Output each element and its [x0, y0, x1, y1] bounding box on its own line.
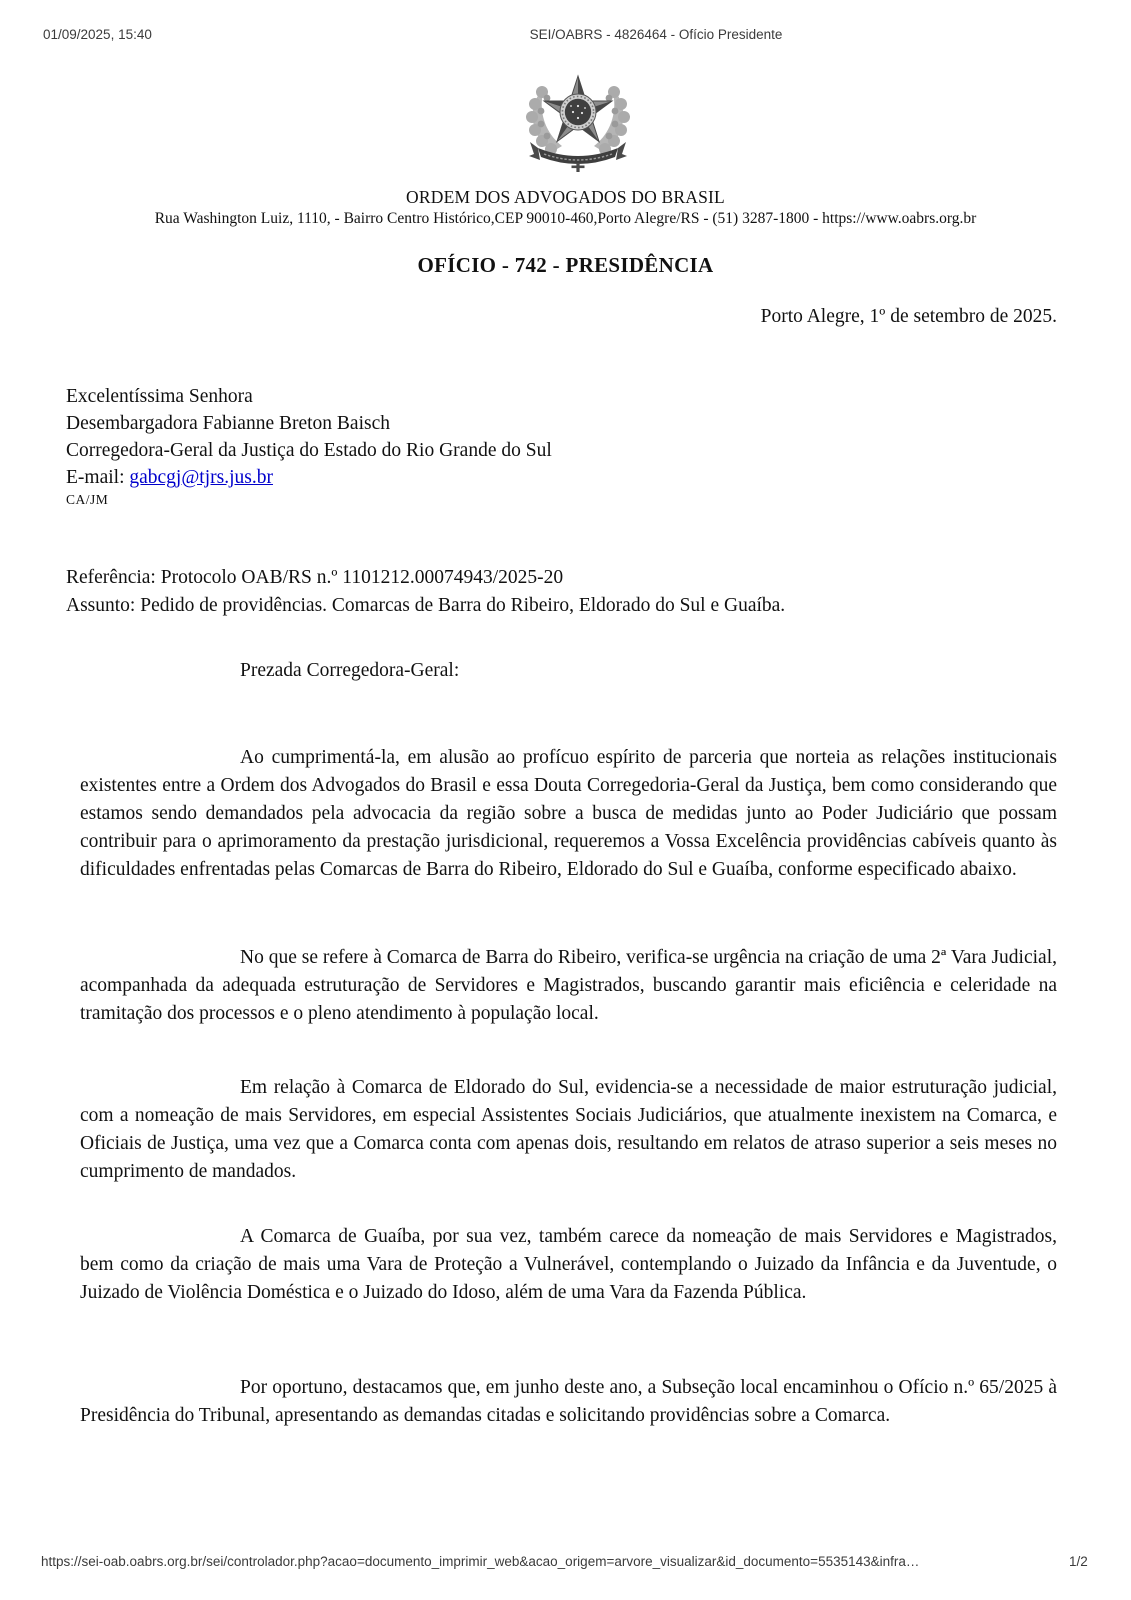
document-dateline: Porto Alegre, 1º de setembro de 2025.: [760, 306, 1057, 327]
body-paragraph: Ao cumprimentá-la, em alusão ao profícuo espírito de parceria que norteia as relações institucionais existentes entre a Ordem dos Advogados do Brasil e essa Douta Corregedoria-Geral da Justiça, bem como considerando que estamos sendo demandados pela advocacia da região sobre a busca de medidas junto ao Poder Judiciário que possam contribuir para o aprimoramento da prestação jurisdicional, requeremos a Vossa Excelência providências cabíveis quanto às dificuldades enfrentadas pelas Comarcas de Barra do Ribeiro, Eldorado do Sul e Guaíba, conforme especificado abaixo.: [80, 747, 1057, 880]
salutation: Prezada Corregedora-Geral:: [240, 660, 460, 681]
organization-address: Rua Washington Luiz, 1110, - Bairro Centro Histórico,CEP 90010-460,Porto Alegre/RS - (51) 3287-1800 - https://www.oabrs.org.br: [154, 210, 977, 227]
reference-block: [66, 564, 1066, 620]
email-link[interactable]: gabcgj@tjrs.jus.br: [129, 467, 273, 488]
drafter-initials: CA/JM: [66, 492, 109, 507]
print-footer-page-indicator: 1/2: [1069, 1554, 1088, 1569]
print-header-doc-label: SEI/OABRS - 4826464 - Ofício Presidente: [529, 27, 783, 42]
body-paragraph: Em relação à Comarca de Eldorado do Sul, evidencia-se a necessidade de maior estruturação judicial, com a nomeação de mais Servidores, em especial Assistentes Sociais Judiciários, que atualmente inexistem na Comarca, e Oficiais de Justiça, uma vez que a Comarca conta com apenas dois, resultando em relatos de atraso superior a seis meses no cumprimento de mandados.: [80, 1077, 1057, 1182]
reference-line: Referência: Protocolo OAB/RS n.º 1101212.00074943/2025-20: [66, 567, 564, 588]
addressee-line: Excelentíssima Senhora: [66, 386, 253, 407]
addressee-line: Desembargadora Fabianne Breton Baisch: [66, 413, 390, 434]
print-header-datetime: 01/09/2025, 15:40: [43, 27, 152, 42]
organization-name: ORDEM DOS ADVOGADOS DO BRASIL: [406, 187, 725, 207]
body-paragraph: A Comarca de Guaíba, por sua vez, também carece da nomeação de mais Servidores e Magistrados, bem como da criação de mais uma Vara de Proteção a Vulnerável, contemplando o Juizado da Infância e da Juventude, o Juizado de Violência Doméstica e o Juizado do Idoso, além de uma Vara da Fazenda Pública.: [80, 1226, 1057, 1303]
addressee-line: Corregedora-Geral da Justiça do Estado do Rio Grande do Sul: [66, 440, 552, 461]
email-label: E-mail:: [66, 467, 130, 488]
addressee-block: [66, 383, 552, 491]
subject-line: Assunto: Pedido de providências. Comarcas de Barra do Ribeiro, Eldorado do Sul e Guaíba.: [66, 595, 786, 616]
print-footer-url: https://sei-oab.oabrs.org.br/sei/controlador.php?acao=documento_imprimir_web&acao_origem=arvore_visualizar&id_documento=5535143&infra…: [41, 1554, 920, 1569]
body-paragraph: No que se refere à Comarca de Barra do Ribeiro, verifica-se urgência na criação de uma 2ª Vara Judicial, acompanhada da adequada estruturação de Servidores e Magistrados, buscando garantir mais eficiência e celeridade na tramitação dos processos e o pleno atendimento à população local.: [80, 947, 1057, 1024]
body-paragraph: Por oportuno, destacamos que, em junho deste ano, a Subseção local encaminhou o Ofício n.º 65/2025 à Presidência do Tribunal, apresentando as demandas citadas e solicitando providências sobre a Comarca.: [80, 1377, 1057, 1426]
document-title: OFÍCIO - 742 - PRESIDÊNCIA: [417, 253, 714, 277]
brazil-coat-of-arms-icon: [518, 161, 638, 178]
oab-letterhead-logo: [518, 68, 638, 174]
addressee-email-line: [66, 464, 552, 491]
